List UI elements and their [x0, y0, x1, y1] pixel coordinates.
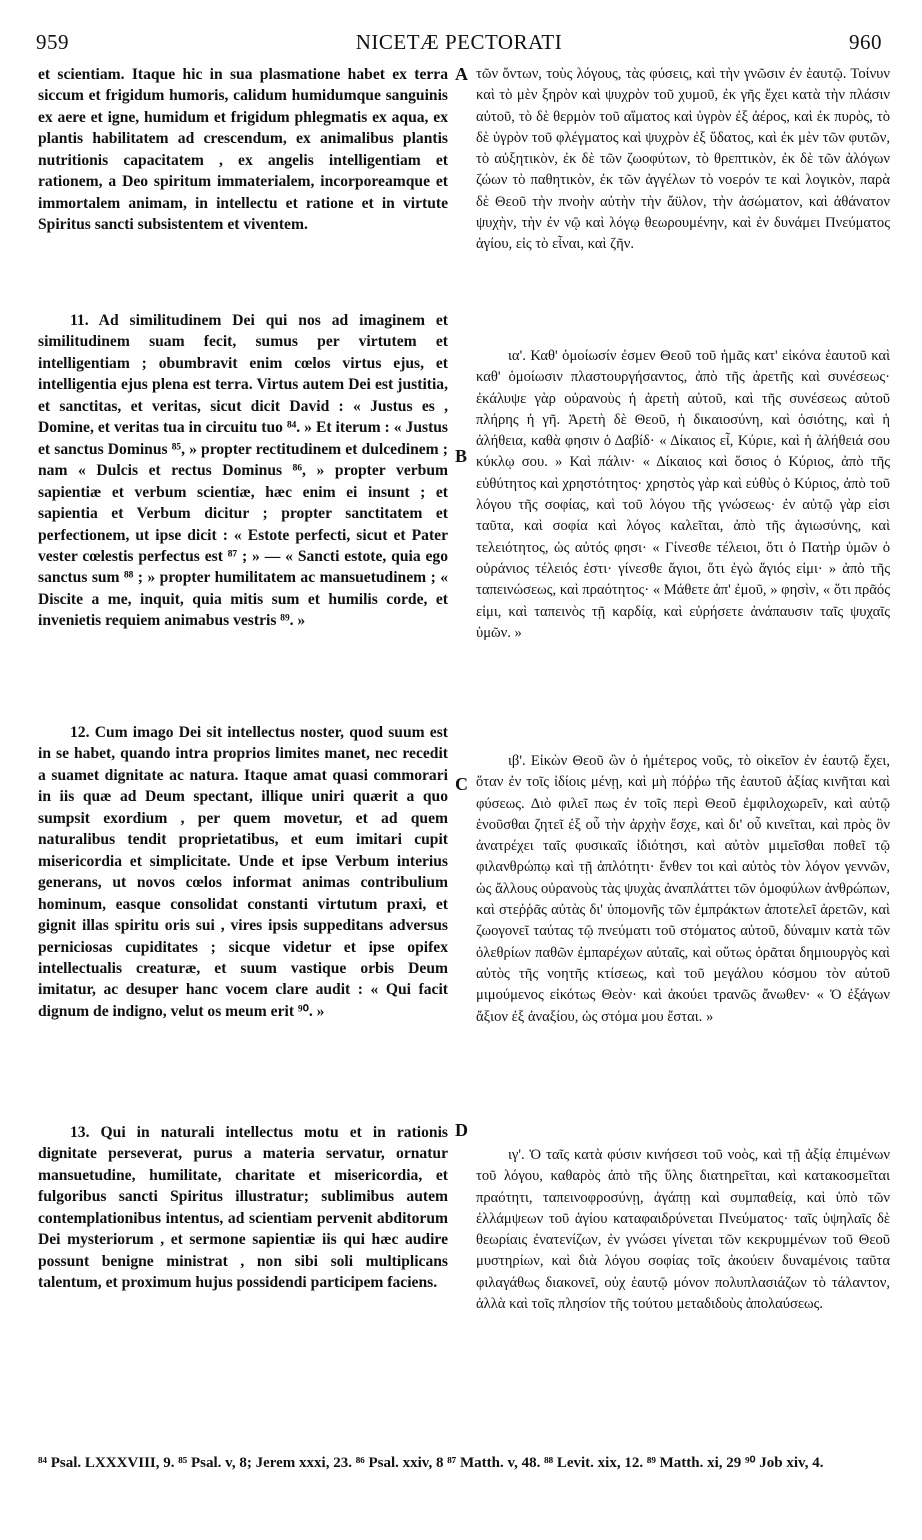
footnotes: ⁸⁴ Psal. LXXXVIII, 9. ⁸⁵ Psal. v, 8; Jerem xxxi, 23. ⁸⁶ Psal. xxiv, 8 ⁸⁷ Matth. v, 48. ⁸⁸ Levit. xix, 12. ⁸⁹ Matth. xi, 29 ⁹⁰ Job xiv, 4.	[38, 1452, 890, 1474]
latin-column	[38, 64, 448, 1294]
margin-marker-d: D	[455, 1120, 468, 1140]
greek-paragraph-10: τῶν ὄντων, τοὺς λόγους, τὰς φύσεις, καὶ τὴν γνῶσιν ἐν ἑαυτῷ. Τοίνυν καὶ τὸ μὲν ξηρὸν καὶ ψυχρὸν τοῦ χυμοῦ, ἐκ γῆς ἔχει κατὰ τὴν πλάσιν αὐτοῦ, τὸ δὲ θερμὸν τοῦ αἵματος καὶ ὑγρὸν ἐξ ἀέρος, καὶ ἐκ πυρὸς, τὸ δὲ ὑγρὸν τοῦ φλέγματος καὶ ψυχρὸν ἐξ ὕδατος, καὶ ἐκ μὲν τῶν φυτῶν, τὸ αὐξητικὸν, ἐκ δὲ τῶν ζωοφύτων, τὸ θρεπτικὸν, ἐκ δὲ τῶν ἀλόγων ζώων τὸ παθητικὸν, ἐκ τῶν ἀγγέλων τὸ νοερόν τε καὶ λογικὸν, παρὰ δὲ Θεοῦ τὴν πνοὴν αὐτὴν τὴν ἄϋλον, τὴν ἀσώματον, καὶ ἀθάνατον ψυχὴν, τὴν ἐν νῷ καὶ λόγῳ θεωρουμένην, καὶ ἐν δυνάμει Πνεύματος ἁγίου, εἰς τὸ εἶναι, καὶ ζῆν.	[476, 66, 890, 253]
greek-paragraph-12: ιβ'. Εἰκὼν Θεοῦ ὢν ὁ ἡμέτερος νοῦς, τὸ οἰκεῖον ἐν ἑαυτῷ ἔχει, ὅταν ἐν τοῖς ἰδίοις μένῃ, καὶ μὴ πόῤῥω τῆς ἑαυτοῦ ἀξίας κινῆται καὶ φύσεως. Διὸ φιλεῖ πως ἐν τοῖς περὶ Θεοῦ ἐμφιλοχωρεῖν, καὶ αὐτῷ ἑνοῦσθαι ζητεῖ ἐξ οὗ τὴν ἀρχὴν ἔσχε, καὶ δι' οὗ κινεῖται, καὶ πρὸς ὃν ἀνατρέχει ταῖς φυσικαῖς ἰδιότησι, καὶ αὐτὸν μιμεῖσθαι ποθεῖ τῷ φιλανθρώπῳ καὶ τῇ ἁπλότητι· ἔνθεν τοι καὶ αὐτὸς τὸν λόγον γεννῶν, ὡς ἄλλους οὐρανοὺς τὰς ψυχὰς ἀναπλάττει τῶν ὁμοφύλων ἀνθρώπων, καὶ στεῤῥᾶς αὐτὰς δι' ὑπομονῆς τῶν ἐμπράκτων ἀποτελεῖ ἀρετῶν, καὶ ζωογονεῖ ταύτας τῷ πνεύματι τοῦ στόματος αὐτοῦ, δύναμιν κατὰ τῶν ὀλεθρίων παθῶν ἐμπαρέχων αὐταῖς, καὶ οὕτως ὁρᾶται δημιουργὸς καὶ αὐτὸς τῆς νοητῆς κτίσεως, καὶ τοῦ μεγάλου κόσμου τὸν αὐτοῦ μιμούμενος εἰκότως Θεὸν· καὶ ἀκούει τρανῶς ἄνωθεν· « Ὁ ἐξάγων ἄξιον ἐξ ἀναξίου, ὡς στόμα μου ἔσται. »	[476, 753, 890, 1025]
page-number-left: 959	[36, 30, 69, 54]
running-header	[36, 30, 882, 58]
latin-paragraph-10: et scientiam. Itaque hic in sua plasmatione habet ex terra siccum et frigidum humoris, calidum humidumque sanguinis ex aere et igne, humidum et frigidum phlegmatis ex aqua, ex plantis habilitatem ad crescendum, ex animalibus plantis nutritionis capacitatem , ex angelis intelligentiam et rationem, a Deo spiritum immaterialem, incorporeamque et immortalem animam, in intellectu et ratione et in virtute Spiritus sancti subsistentem et viventem.	[38, 66, 448, 234]
running-title: NICETÆ PECTORATI	[355, 30, 563, 54]
page-number-right: 960	[849, 30, 882, 54]
latin-paragraph-13: 13. Qui in naturali intellectus motu et in rationis dignitate perseverat, purus a materia servatur, ornatur mansuetudine, humilitate, charitate et misericordia, et fulgoribus sancti Spiritus illustratur; sublimibus autem contemplationibus intentus, ad scientiam pervenit abditorum Dei mysteriorum , et sermone sapientiæ iis qui hæc audire possunt benigne ministrat , non sibi soli multiplicans talentum, et proximum hujus possidendi participem faciens.	[38, 1124, 448, 1292]
margin-marker-b: B	[455, 446, 468, 466]
greek-column	[476, 64, 890, 1315]
greek-paragraph-11: ια'. Καθ' ὁμοίωσίν ἐσμεν Θεοῦ τοῦ ἡμᾶς κατ' εἰκόνα ἑαυτοῦ καὶ καθ' ὁμοίωσιν πλαστουργήσαντος, ἀπὸ τῆς ἀρετῆς καὶ συνέσεως· ἐκάλυψε γὰρ οὐρανοὺς ἡ ἀρετὴ αὐτοῦ, καὶ τῆς συνέσεως αὐτοῦ πλήρης ἡ γῆ. Ἀρετὴ δὲ Θεοῦ, ἡ δικαιοσύνη, καὶ ὁσιότης, καὶ ἡ ἀλήθεια, καθὰ φησιν ὁ Δαβίδ· « Δίκαιος εἶ, Κύριε, καὶ ἡ ἀλήθειά σου κύκλῳ σου. » Καὶ πάλιν· « Δίκαιος καὶ ὅσιος ὁ Κύριος, ἀπὸ τῆς εὐθύτητος καὶ χρηστότητος· χρηστὸς γὰρ καὶ εὐθὺς ὁ Κύριος, ἀπὸ τοῦ λόγου τῆς σοφίας, καὶ τοῦ λόγου τῆς γνώσεως· ἐν αὐτῷ γὰρ εἰσι ταῦτα, καὶ σοφία καὶ λόγος καλεῖται, ἀπὸ τῆς ἁγιωσύνης, καὶ τελειότητος, ὡς αὐτός φησι· « Γίνεσθε τέλειοι, ὅτι ὁ Πατὴρ ὑμῶν ὁ οὐράνιος τέλειός ἐστι· γίνεσθε ἅγιοι, ὅτι ἐγὼ ἅγιός εἰμι· » ἀπὸ τῆς ταπεινώσεως, καὶ πραότητος· « Μάθετε ἀπ' ἐμοῦ, » φησὶν, « ὅτι πρᾶός εἰμι, καὶ ταπεινὸς τῇ καρδίᾳ, καὶ εὑρήσετε ἀνάπαυσιν ταῖς ψυχαῖς ὑμῶν. »	[476, 348, 890, 641]
latin-paragraph-12: 12. Cum imago Dei sit intellectus noster, quod suum est in se habet, quando intra proprios limites manet, nec recedit a suamet dignitate ac natura. Itaque amat quasi commorari in iis quæ ad Deum spectant, illique uniri quærit a quo sumpsit exordium , per quem movetur, et ad quem naturalibus tendit proprietatibus, et eum imitari cupit misericordia et simplicitate. Unde et ipse Verbum interius generans, ut novos cœlos informat animas contribulium hominum, easque consolidat constanti virtutum praxi, et gignit illas spiritu oris sui , vires ipsis suppeditans adversus perniciosas cupiditates ; sicque videtur et ipse opifex intellectualis creaturæ, et suum vastique orbis Deum imitatur, ac desuper hanc vocem clare audit : « Qui facit dignum de indigno, velut os meum erit ⁹⁰. »	[38, 724, 448, 1020]
margin-marker-a: A	[455, 64, 468, 84]
margin-marker-c: C	[455, 774, 468, 794]
greek-paragraph-13: ιγ'. Ὁ ταῖς κατὰ φύσιν κινήσεσι τοῦ νοὸς, καὶ τῇ ἀξίᾳ ἐπιμένων τοῦ λόγου, καθαρὸς ἀπὸ τῆς ὕλης διατηρεῖται, καὶ κατακοσμεῖται πραότητι, ταπεινοφροσύνῃ, ἀγάπῃ καὶ συμπαθείᾳ, καὶ ὑπὸ τῶν ἐλλάμψεων τοῦ ἁγίου καταφαιδρύνεται Πνεύματος· ταῖς ὑψηλαῖς δὲ θεωρίαις ἐνατενίζων, ἐν γνώσει γίνεται τῶν κεκρυμμένων τοῦ Θεοῦ μυστηρίων, καὶ διὰ λόγου σοφίας τοῖς ἀκούειν δυναμένοις ταῦτα φιλαγάθως διακονεῖ, οὐχ ἑαυτῷ μόνον πολυπλασιάζων τὸ τάλαντον, ἀλλὰ καὶ τοῖς πλησίον τῆς τούτου μεταδιδοὺς ἀπολαύσεως.	[476, 1147, 890, 1313]
latin-paragraph-11: 11. Ad similitudinem Dei qui nos ad imaginem et similitudinem suam fecit, sumus per virtutem et intelligentiam ; obumbravit enim cœlos virtus ejus, et intelligentia ejus plena est terra. Virtus autem Dei est justitia, et sanctitas, et veritas, sicut dicit David : « Justus es , Domine, et veritas tua in circuitu tuo ⁸⁴. » Et iterum : « Justus et sanctus Dominus ⁸⁵, » propter rectitudinem et dulcedinem ; nam « Dulcis et rectus Dominus ⁸⁶, » propter verbum sapientiæ et verbum scientiæ, hæc enim ei insunt ; et sapientia et Verbum dicitur ; propter sanctitatem et perfectionem, ut ipse dicit : « Estote perfecti, sicut et Pater vester cœlestis perfectus est ⁸⁷ ; » — « Sancti estote, quia ego sanctus sum ⁸⁸ ; » propter humilitatem ac mansuetudinem ; « Discite a me, inquit, quia mitis sum et humilis corde, et invenietis requiem animabus vestris ⁸⁹. »	[38, 312, 448, 630]
